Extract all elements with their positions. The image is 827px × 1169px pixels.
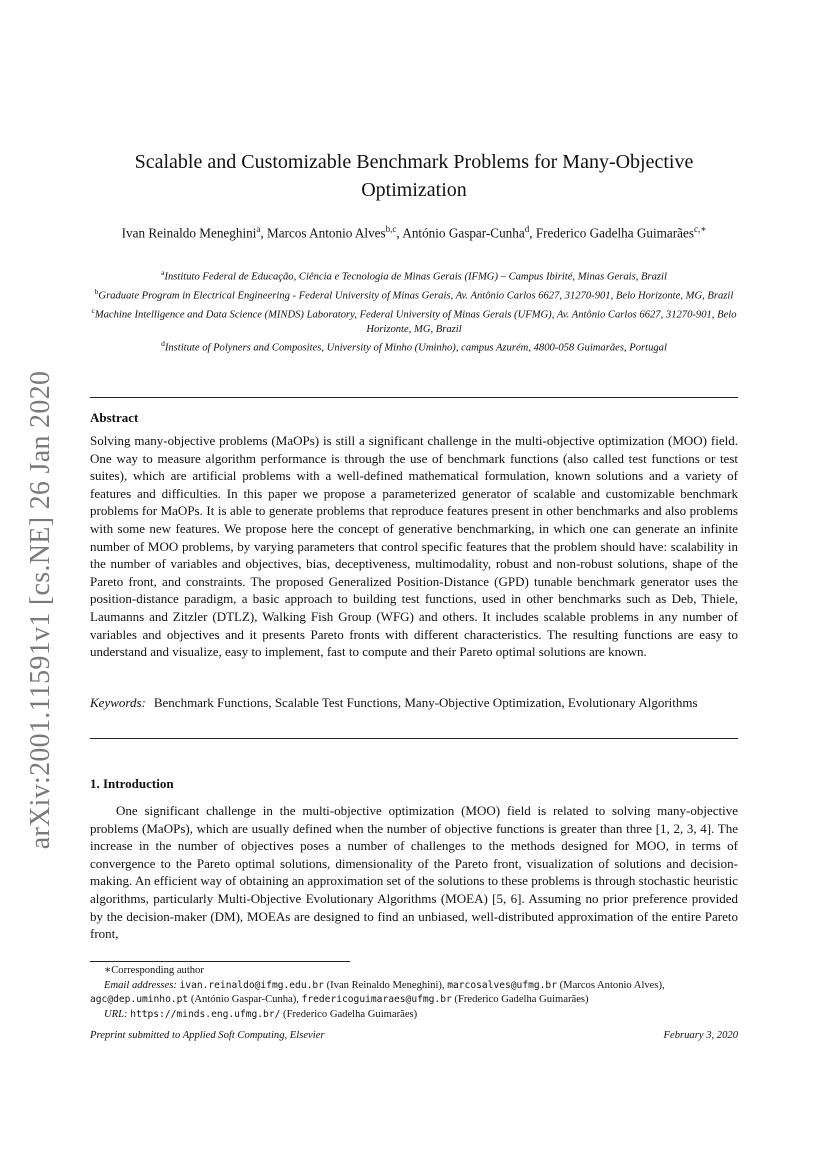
footer-date: February 3, 2020 <box>663 1030 738 1041</box>
abstract-bottom-rule <box>90 738 738 739</box>
email-link[interactable]: marcosalves@ufmg.br <box>447 979 557 991</box>
email-link[interactable]: ivan.reinaldo@ifmg.edu.br <box>179 979 324 991</box>
abstract-text: Solving many-objective problems (MaOPs) is still a significant challenge in the multi-objective optimization (MOO) field. One way to measure algorithm performance is through the use of benchmark functions (also called test functions or test suites), which are artificial problems with a well-defined mathematical formulation, known solutions and a variety of features and difficulties. In this paper we propose a parameterized generator of scalable and customizable benchmark problems for MaOPs. It is able to generate problems that reproduce features present in other benchmarks and also problems with some new features. We propose here the concept of generative benchmarking, in which one can generate an infinite number of MOO problems, by varying parameters that control specific features that the problem should have: scalability in the number of variables and objectives, bias, deceptiveness, multimodality, robust and non-robust solutions, shape of the Pareto front, and constraints. The proposed Generalized Position-Distance (GPD) tunable benchmark generator uses the position-distance paradigm, a basic approach to building test functions, used in other benchmarks such as Deb, Thiele, Laumanns and Zitzler (DTLZ), Walking Fish Group (WFG) and others. It includes scalable problems in any number of variables and objectives and it presents Pareto fronts with different characteristics. The resulting functions are easy to understand and visualize, easy to implement, fast to compute and their Pareto optimal solutions are known. <box>90 433 738 660</box>
abstract-top-rule <box>90 397 738 398</box>
arxiv-identifier: arXiv:2001.11591v1 [cs.NE] 26 Jan 2020 <box>25 370 56 850</box>
keywords <box>90 694 738 712</box>
url-link[interactable]: https://minds.eng.ufmg.br/ <box>130 1008 281 1020</box>
author-affil-mark: a <box>256 224 261 234</box>
corresponding-author-note: ∗Corresponding author <box>104 965 204 976</box>
arxiv-sidebar <box>14 370 68 850</box>
introduction-text: One significant challenge in the multi-objective optimization (MOO) field is related to solving many-objective problems (MaOPs), which are usually defined when the number of objective functions is greater than three [1, 2, 3, 4]. The increase in the number of objectives poses a number of challenges to the methods designed for MOO, in terms of convergence to the Pareto optimal solutions, dimensionality of the Pareto front, visualization of solutions and decision-making. An efficient way of obtaining an approximation set of the solutions to these problems is through stochastic heuristic algorithms, particularly Multi-Objective Evolutionary Algorithms (MOEA) [5, 6]. Assuming no prior preference provided by the decision-maker (DM), MOEAs are designed to find an unbiased, well-distributed approximation of the entire Pareto front, <box>90 803 738 942</box>
author-list: Ivan Reinaldo Meneghini$^a$, Marcos Antonio Alves$^{b,c}$, António Gaspar-Cunha$^d$, Frederico Gadelha Guimarães$^{c,∗}$ <box>121 224 707 241</box>
author-name: Ivan Reinaldo Meneghini <box>121 225 257 241</box>
author-affil-mark: d <box>524 224 530 234</box>
title-line-1: Scalable and Customizable Benchmark Problems for Many-Objective <box>134 151 694 173</box>
affiliation-list <box>90 266 738 356</box>
paper-title <box>90 148 738 204</box>
author-affil-mark: b,c <box>385 224 397 234</box>
author-name: Frederico Gadelha Guimarães <box>535 225 695 241</box>
section-heading-introduction: 1. Introduction <box>90 776 174 791</box>
author-affil-mark: c,∗ <box>694 224 707 234</box>
preprint-note: Preprint submitted to Applied Soft Computing, Elsevier <box>90 1030 325 1041</box>
affiliation: $^a$Instituto Federal de Educação, Ciência e Tecnologia de Minas Gerais (IFMG) – Campus Ibirité, Minas Gerais, Brazil <box>161 268 667 283</box>
author-name: António Gaspar-Cunha <box>402 225 525 241</box>
email-link[interactable]: agc@dep.uminho.pt <box>90 994 189 1006</box>
footnote-rule <box>90 961 350 962</box>
affiliation: $^c$Machine Intelligence and Data Science (MINDS) Laboratory, Federal University of Minas Gerais (UFMG), Av. Antônio Carlos 6627, 31270-901, Belo Horizonte, MG, Brazil <box>91 305 737 335</box>
abstract-heading: Abstract <box>90 410 139 425</box>
page-footer <box>90 1030 738 1041</box>
affiliation: $^b$Graduate Program in Electrical Engineering - Federal University of Minas Gerais, Av. Antônio Carlos 6627, 31270-901, Belo Horizonte, MG, Brazil <box>94 286 734 302</box>
email-link[interactable]: fredericoguimaraes@ufmg.br <box>301 994 452 1006</box>
email-addresses: Email addresses: ivan.reinaldo@ifmg.edu.br (Ivan Reinaldo Meneghini), marcosalves@ufmg.br (Marcos Antonio Alves), agc@dep.uminho.pt (António Gaspar-Cunha), fredericoguimaraes@ufmg.br (Frederico Gadelha Guimarães) <box>90 979 665 1006</box>
footnotes <box>90 964 738 1022</box>
author-name: Marcos Antonio Alves <box>266 225 386 241</box>
affiliation: $^d$Institute of Polyners and Composites, University of Minho (Uminho), campus Azurém, 4800-058 Guimarães, Portugal <box>161 339 667 354</box>
url-note: URL: https://minds.eng.ufmg.br/ (Frederico Gadelha Guimarães) <box>104 1008 418 1020</box>
keywords-label: Keywords: <box>90 695 146 710</box>
title-line-2: Optimization <box>361 179 467 201</box>
keywords-list: Benchmark Functions, Scalable Test Functions, Many-Objective Optimization, Evolutionary Algorithms <box>153 695 698 710</box>
